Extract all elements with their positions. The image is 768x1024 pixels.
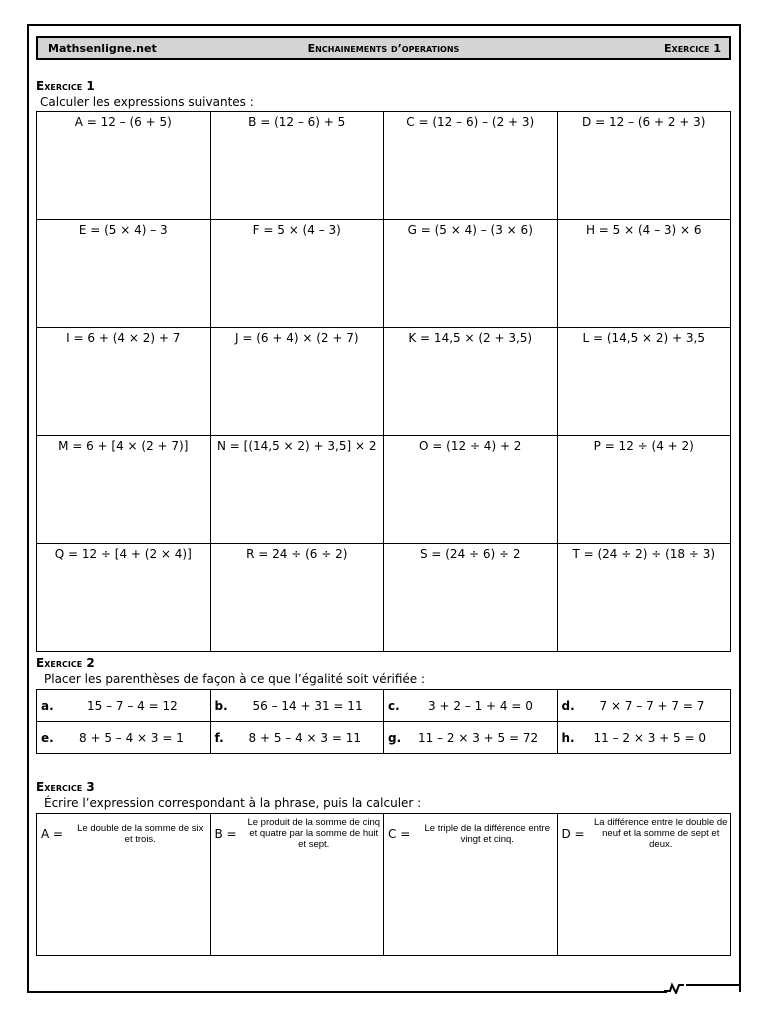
ex3-label: A = [41,827,64,841]
ex2-label: d. [561,698,575,713]
bottom-border [27,991,667,993]
ex1-row [37,328,731,436]
ex1-cell[interactable]: I = 6 + (4 × 2) + 7 [37,328,211,436]
ex2-grid [36,689,731,754]
ex3-title: Exercice 3 [36,780,95,794]
ex3-cell[interactable] [557,814,731,956]
ex1-cell[interactable]: D = 12 – (6 + 2 + 3) [557,112,731,220]
ex1-title: Exercice 1 [36,79,95,93]
ex2-cell[interactable] [384,690,558,722]
ex1-cell[interactable]: O = (12 ÷ 4) + 2 [384,436,558,544]
ex2-cell[interactable] [210,690,384,722]
page-title: Enchainements d’operations [307,42,460,55]
ex2-label: c. [388,698,400,713]
ex3-sentence: Le triple de la différence entre vingt et cinq. [424,823,551,845]
ex2-equation: 8 + 5 – 4 × 3 = 1 [79,730,184,745]
ex2-cell[interactable] [37,690,211,722]
ex1-row [37,112,731,220]
ex3-sentence: Le produit de la somme de cinq et quatre par la somme de huit et sept. [247,817,381,850]
ex2-equation: 11 – 2 × 3 + 5 = 0 [593,730,706,745]
ex2-equation: 7 × 7 – 7 + 7 = 7 [599,698,705,713]
ex2-equation: 3 + 2 – 1 + 4 = 0 [428,698,533,713]
ex1-cell[interactable]: M = 6 + [4 × (2 + 7)] [37,436,211,544]
ex2-row [37,690,731,722]
ex3-cell[interactable] [210,814,384,956]
ex2-cell[interactable] [37,722,211,754]
ex2-cell[interactable] [384,722,558,754]
ex1-cell[interactable]: C = (12 – 6) – (2 + 3) [384,112,558,220]
ex2-label: g. [388,730,402,745]
ex1-cell[interactable]: P = 12 ÷ (4 + 2) [557,436,731,544]
page-tear-mark [664,982,688,994]
ex1-row [37,436,731,544]
ex1-instruction: Calculer les expressions suivantes : [40,95,254,109]
ex1-cell[interactable]: J = (6 + 4) × (2 + 7) [210,328,384,436]
ex2-equation: 56 – 14 + 31 = 11 [252,698,363,713]
ex2-label: f. [214,730,224,745]
ex3-row [37,814,731,956]
ex3-label: D = [561,827,585,841]
ex1-cell[interactable]: L = (14,5 × 2) + 3,5 [557,328,731,436]
ex2-equation: 15 – 7 – 4 = 12 [87,698,178,713]
ex2-instruction: Placer les parenthèses de façon à ce que l’égalité soit vérifiée : [44,672,426,686]
ex3-cell[interactable] [37,814,211,956]
ex2-equation: 8 + 5 – 4 × 3 = 11 [248,730,361,745]
bottom-border-right [686,984,741,986]
ex1-cell[interactable]: T = (24 ÷ 2) ÷ (18 ÷ 3) [557,544,731,652]
ex1-cell[interactable]: N = [(14,5 × 2) + 3,5] × 2 [210,436,384,544]
ex2-label: a. [41,698,54,713]
ex3-sentence: Le double de la somme de six et trois. [77,823,204,845]
page-header [36,36,731,60]
ex3-instruction: Écrire l’expression correspondant à la phrase, puis la calculer : [44,796,422,810]
ex2-title: Exercice 2 [36,656,95,670]
ex2-label: e. [41,730,54,745]
ex1-cell[interactable]: S = (24 ÷ 6) ÷ 2 [384,544,558,652]
ex1-cell[interactable]: G = (5 × 4) – (3 × 6) [384,220,558,328]
ex3-grid [36,813,731,956]
ex2-row [37,722,731,754]
ex1-row [37,544,731,652]
ex3-sentence: La différence entre le double de neuf et la somme de sept et deux. [594,817,728,850]
ex1-cell[interactable]: Q = 12 ÷ [4 + (2 × 4)] [37,544,211,652]
ex1-grid [36,111,731,652]
ex1-cell[interactable]: K = 14,5 × (2 + 3,5) [384,328,558,436]
ex3-label: B = [214,827,237,841]
ex1-row [37,220,731,328]
ex3-cell[interactable] [384,814,558,956]
header-exercise: Exercice 1 [664,42,721,55]
ex1-cell[interactable]: F = 5 × (4 – 3) [210,220,384,328]
ex2-label: b. [214,698,228,713]
ex2-equation: 11 – 2 × 3 + 5 = 72 [418,730,539,745]
ex1-cell[interactable]: A = 12 – (6 + 5) [37,112,211,220]
ex2-cell[interactable] [557,722,731,754]
ex1-cell[interactable]: B = (12 – 6) + 5 [210,112,384,220]
ex2-cell[interactable] [210,722,384,754]
ex3-label: C = [388,827,411,841]
ex1-cell[interactable]: R = 24 ÷ (6 ÷ 2) [210,544,384,652]
ex2-label: h. [561,730,575,745]
ex1-cell[interactable]: H = 5 × (4 – 3) × 6 [557,220,731,328]
site-name: Mathsenligne.net [48,42,157,55]
ex1-cell[interactable]: E = (5 × 4) – 3 [37,220,211,328]
ex2-cell[interactable] [557,690,731,722]
